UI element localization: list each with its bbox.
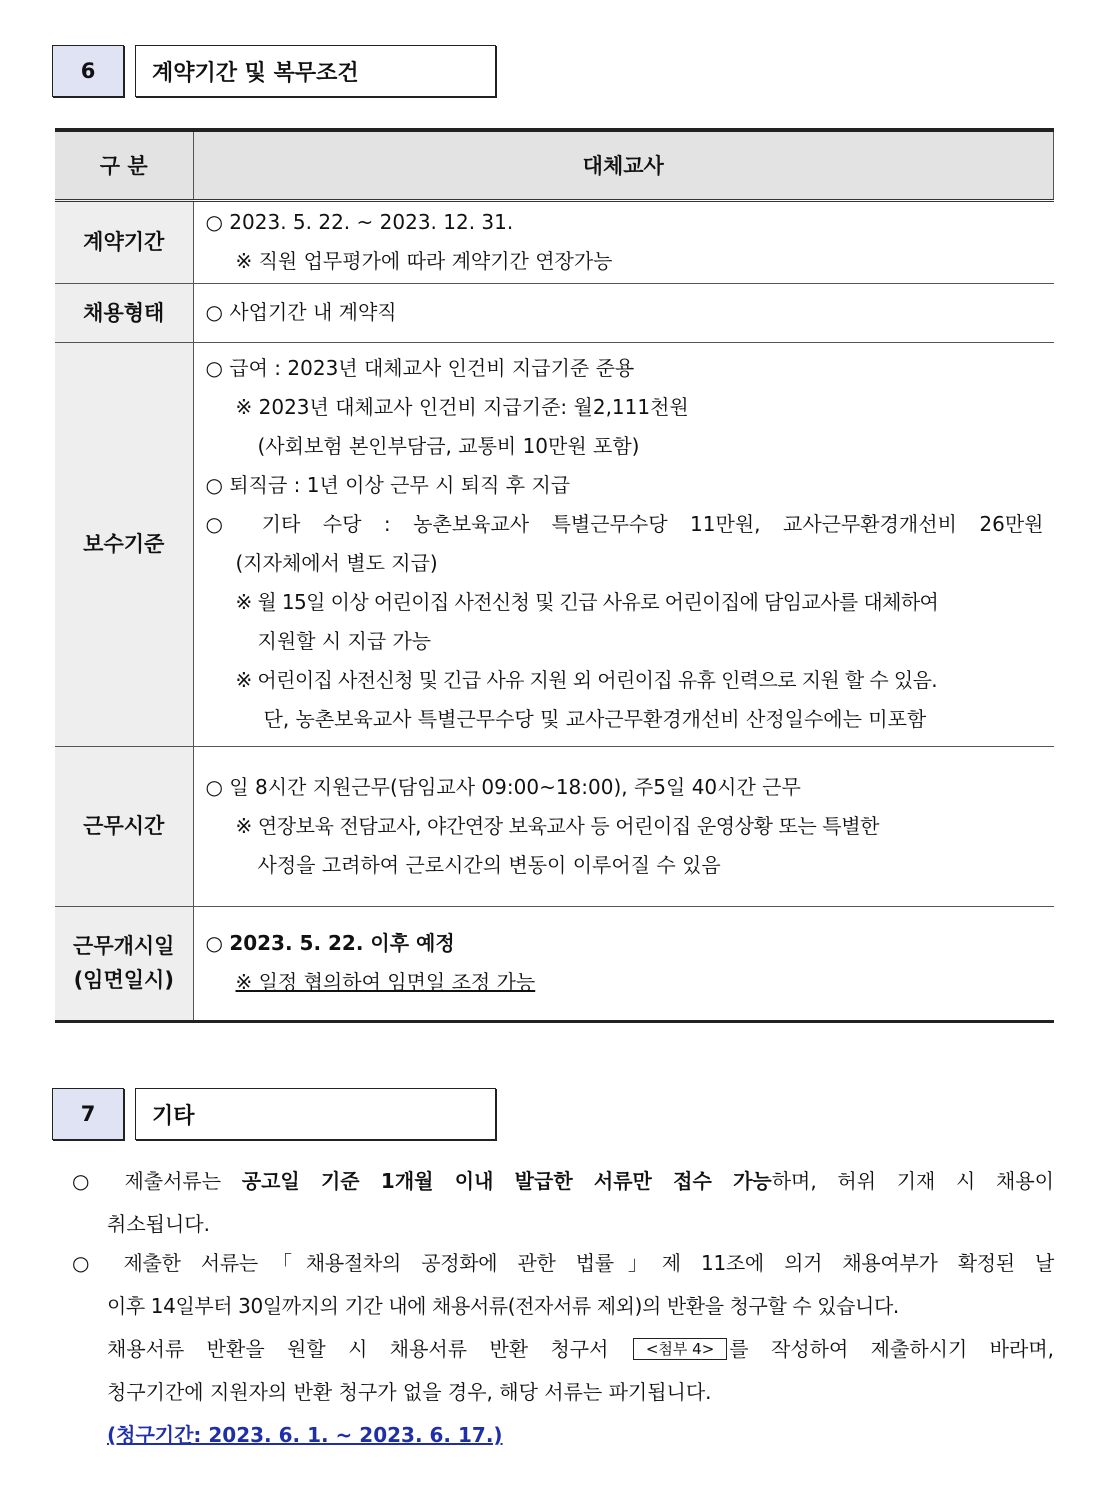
content-line: ○ 2023. 5. 22. ~ 2023. 12. 31. bbox=[205, 210, 514, 234]
content-note: 사정을 고려하여 근로시간의 변동이 이루어질 수 있음 bbox=[257, 852, 721, 877]
row-label: 계약기간 bbox=[55, 200, 193, 283]
row-label-line: (임면일시) bbox=[73, 968, 174, 992]
row-label: 보수기준 bbox=[55, 342, 193, 746]
section-number: 7 bbox=[52, 1088, 124, 1140]
content-line: ○ 기타 수당 : 농촌보육교사 특별근무수당 11만원, 교사근무환경개선비 26만원 bbox=[205, 512, 1044, 536]
attachment-label: <첨부 4> bbox=[633, 1338, 727, 1360]
text-segment: 를 작성하여 제출하시기 바라며, bbox=[729, 1337, 1054, 1361]
row-content bbox=[193, 342, 1054, 746]
row-label: 채용형태 bbox=[55, 283, 193, 342]
section-title: 기타 bbox=[135, 1088, 496, 1140]
content-note: ※ 직원 업무평가에 따라 계약기간 연장가능 bbox=[235, 249, 613, 273]
text-segment: 하며, 허위 기재 시 채용이 bbox=[771, 1169, 1054, 1193]
bullet: ○ bbox=[205, 931, 223, 955]
row-pay-standard bbox=[55, 342, 1054, 746]
text-segment: 채용서류 반환을 원할 시 채용서류 반환 청구서 bbox=[107, 1337, 609, 1361]
row-employment-type bbox=[55, 283, 1054, 342]
content-line: ○ 퇴직금 : 1년 이상 근무 시 퇴직 후 지급 bbox=[205, 473, 571, 497]
conditions-table bbox=[55, 128, 1054, 1023]
content-line: ○ 일 8시간 지원근무(담임교사 09:00~18:00), 주5일 40시간 근무 bbox=[205, 774, 801, 799]
notice-paragraph-1 bbox=[72, 1160, 1054, 1246]
content-note: 단, 농촌보육교사 특별근무수당 및 교사근무환경개선비 산정일수에는 미포함 bbox=[263, 707, 927, 731]
bullet: ○ bbox=[72, 1251, 104, 1275]
start-date-text: 2023. 5. 22. 이후 예정 bbox=[229, 931, 455, 955]
content-line: ○ 사업기간 내 계약직 bbox=[205, 300, 397, 324]
paragraph-line: 이후 14일부터 30일까지의 기간 내에 채용서류(전자서류 제외)의 반환을 청구할 수 있습니다. bbox=[107, 1294, 899, 1318]
row-label-line: 근무개시일 bbox=[73, 934, 175, 958]
row-content bbox=[193, 906, 1054, 1021]
header-column: 대체교사 bbox=[193, 130, 1054, 200]
row-contract-period bbox=[55, 200, 1054, 283]
section-title: 계약기간 및 복무조건 bbox=[135, 45, 496, 97]
content-note: (사회보험 본인부담금, 교통비 10만원 포함) bbox=[257, 434, 640, 458]
row-label bbox=[55, 906, 193, 1021]
section-number: 6 bbox=[52, 45, 124, 97]
table-header-row bbox=[55, 130, 1054, 200]
paragraph-line bbox=[72, 1242, 1054, 1285]
row-work-hours bbox=[55, 746, 1054, 906]
row-content bbox=[193, 200, 1054, 283]
row-start-date bbox=[55, 906, 1054, 1021]
paragraph-line bbox=[72, 1414, 1054, 1457]
paragraph-line bbox=[72, 1328, 1054, 1371]
notice-paragraph-2 bbox=[72, 1242, 1054, 1457]
text-segment: 제출서류는 bbox=[124, 1169, 242, 1193]
content-note: ※ 연장보육 전담교사, 야간연장 보육교사 등 어린이집 운영상황 또는 특별한 bbox=[235, 813, 880, 838]
content-note: ※ 어린이집 사전신청 및 긴급 사유 지원 외 어린이집 유휴 인력으로 지원 할 수 있음. bbox=[235, 668, 938, 692]
adjust-note: ※ 일정 협의하여 임면일 조정 가능 bbox=[235, 970, 536, 994]
row-content bbox=[193, 283, 1054, 342]
row-label: 근무시간 bbox=[55, 746, 193, 906]
emphasis-text: 공고일 기준 1개월 이내 발급한 서류만 접수 가능 bbox=[241, 1169, 772, 1193]
content-note: 지원할 시 지급 가능 bbox=[257, 629, 432, 653]
bullet: ○ bbox=[72, 1169, 104, 1193]
content-note: ※ 2023년 대체교사 인건비 지급기준: 월2,111천원 bbox=[235, 395, 689, 419]
content-note: ※ 월 15일 이상 어린이집 사전신청 및 긴급 사유로 어린이집에 담임교사를 대체하여 bbox=[235, 590, 939, 614]
text-segment: 제출한 서류는「채용절차의 공정화에 관한 법률」제 11조에 의거 채용여부가 확정된 날 bbox=[123, 1251, 1054, 1275]
content-note: (지자체에서 별도 지급) bbox=[235, 551, 438, 575]
paragraph-line: 청구기간에 지원자의 반환 청구가 없을 경우, 해당 서류는 파기됩니다. bbox=[107, 1380, 712, 1404]
row-content bbox=[193, 746, 1054, 906]
paragraph-line bbox=[72, 1160, 1054, 1203]
claim-period: (청구기간: 2023. 6. 1. ~ 2023. 6. 17.) bbox=[107, 1423, 503, 1447]
header-category: 구 분 bbox=[55, 130, 193, 200]
content-note bbox=[206, 963, 1044, 1002]
content-line: ○ 급여 : 2023년 대체교사 인건비 지급기준 준용 bbox=[205, 356, 635, 380]
content-line bbox=[206, 924, 1044, 963]
paragraph-line: 취소됩니다. bbox=[107, 1212, 210, 1236]
